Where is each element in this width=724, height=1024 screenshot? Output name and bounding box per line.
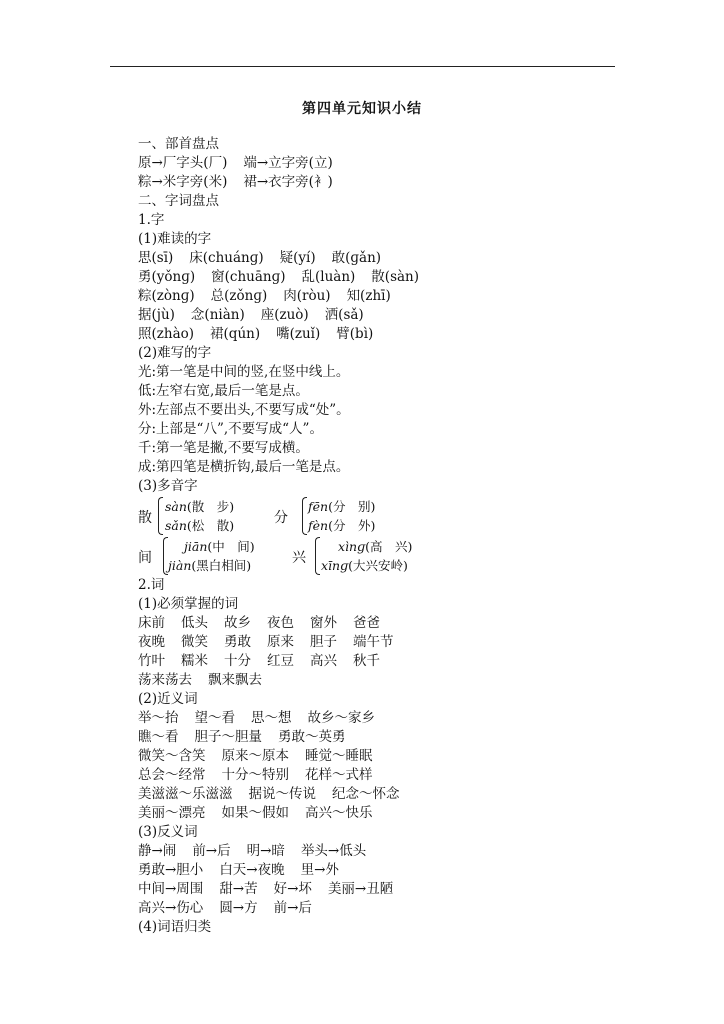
antonyms-list — [138, 842, 618, 918]
must-know-label: (1)必须掌握的词 — [138, 596, 239, 612]
synonym-row-item: 望～看 — [194, 710, 235, 726]
antonym-row-item: 高兴→伤心 — [138, 900, 204, 916]
polyphone-char: 兴 — [292, 550, 306, 566]
writing-note — [138, 363, 618, 382]
synonym-row-item: 原来～原本 — [221, 748, 289, 764]
writing-note-item: 外:左部点不要出头,不要写成“处”。 — [138, 402, 350, 418]
brace — [158, 497, 163, 535]
pinyin-row-item: 照(zhào) — [138, 326, 195, 342]
vocab-row — [138, 633, 618, 652]
pinyin-row-item: 敢(ɡǎn) — [331, 250, 382, 266]
pinyin-row-item: 臂(bì) — [336, 326, 374, 342]
synonym-row-item: 举～抬 — [138, 710, 179, 726]
synonym-row-item: 总会～经常 — [138, 767, 206, 783]
antonym-row — [138, 899, 618, 918]
antonym-row — [138, 842, 618, 861]
synonym-row-item: 据说～传说 — [248, 786, 316, 802]
synonym-row — [138, 709, 618, 728]
pinyin-row-item: 裙(qún) — [210, 326, 261, 342]
synonym-row — [138, 785, 618, 804]
radical-row — [138, 173, 618, 192]
reading: jiàn(黑白相间) — [168, 558, 252, 573]
polyphone-label: (3)多音字 — [138, 478, 198, 494]
antonym-row-item: 勇敢→胆小 — [138, 862, 204, 878]
vocab-row-item: 勇敢 — [224, 634, 251, 650]
vocab-row-item: 糯米 — [181, 653, 208, 669]
synonym-row-item: 纪念～怀念 — [332, 786, 400, 802]
pinyin-row-item: 知(zhī) — [346, 288, 391, 304]
writing-note — [138, 420, 618, 439]
vocab-row-item: 夜色 — [267, 615, 294, 631]
vocab-row-item: 原来 — [267, 634, 294, 650]
hard-write-label: (2)难写的字 — [138, 345, 212, 361]
vocab-row-item: 端午节 — [353, 634, 394, 650]
antonym-row-item: 前→后 — [273, 900, 312, 916]
writing-note-item: 成:第四笔是横折钩,最后一笔是点。 — [138, 459, 350, 475]
reading: jiān(中 间) — [184, 539, 255, 554]
page-title: 第四单元知识小结 — [302, 101, 422, 117]
synonym-row-item: 胆子～胆量 — [194, 729, 262, 745]
synonym-row-item: 思～想 — [251, 710, 292, 726]
synonym-row-item: 美滋滋～乐滋滋 — [138, 786, 233, 802]
synonym-row-item: 十分～特别 — [221, 767, 289, 783]
vocab-row-item: 荡来荡去 — [138, 672, 192, 688]
antonym-row-item: 美丽→丑陋 — [327, 881, 394, 897]
antonym-row-item: 好→坏 — [273, 881, 312, 897]
reading: sàn(散 步) — [165, 499, 235, 514]
document-body — [138, 135, 618, 937]
hard-read-list — [138, 249, 618, 344]
radical-entry: 端→立字旁(立) — [243, 155, 333, 171]
synonym-row-item: 美丽～漂亮 — [138, 805, 206, 821]
subsection-characters: 1.字 — [138, 212, 165, 228]
synonym-row-item: 故乡～家乡 — [307, 710, 375, 726]
antonym-row-item: 圆→方 — [219, 900, 258, 916]
vocab-row-item: 十分 — [224, 653, 251, 669]
vocab-row-item: 微笑 — [181, 634, 208, 650]
polyphone-char: 间 — [138, 550, 152, 566]
polyphone-row — [138, 536, 618, 576]
subsection-words: 2.词 — [138, 577, 165, 593]
synonym-row — [138, 728, 618, 747]
hard-read-label: (1)难读的字 — [138, 231, 212, 247]
synonym-row-item: 高兴～快乐 — [305, 805, 373, 821]
reading: xìnɡ(高 兴) — [338, 539, 413, 554]
pinyin-row-item: 乱(luàn) — [301, 269, 356, 285]
pinyin-row-item: 嘴(zuǐ) — [276, 326, 321, 342]
reading: xīnɡ(大兴安岭) — [321, 558, 408, 573]
synonym-row-item: 瞧～看 — [138, 729, 179, 745]
vocab-row-item: 爸爸 — [353, 615, 380, 631]
polyphone-row — [138, 496, 618, 536]
pinyin-row-item: 思(sī) — [138, 250, 174, 266]
synonyms-label: (2)近义词 — [138, 691, 198, 707]
brace — [302, 497, 307, 535]
radical-entry: 裙→衣字旁(衤) — [243, 174, 333, 190]
section-radicals-heading: 一、部首盘点 — [138, 136, 219, 152]
writing-note — [138, 458, 618, 477]
brace — [315, 537, 320, 575]
vocab-row — [138, 614, 618, 633]
writing-note-item: 光:第一笔是中间的竖,在竖中线上。 — [138, 364, 350, 380]
pinyin-row — [138, 268, 618, 287]
hard-write-list — [138, 363, 618, 477]
pinyin-row-item: 总(zǒnɡ) — [210, 288, 268, 304]
pinyin-row-item: 据(jù) — [138, 307, 175, 323]
pinyin-row — [138, 287, 618, 306]
classification-label: (4)词语归类 — [138, 919, 212, 935]
synonym-row — [138, 747, 618, 766]
pinyin-row-item: 床(chuánɡ) — [189, 250, 264, 266]
synonym-row-item: 睡觉～睡眠 — [305, 748, 373, 764]
synonym-row — [138, 804, 618, 823]
vocab-row-item: 高兴 — [310, 653, 337, 669]
vocab-row-item: 飘来飘去 — [208, 672, 262, 688]
vocab-row-item: 窗外 — [310, 615, 337, 631]
vocab-row-item: 红豆 — [267, 653, 294, 669]
antonym-row-item: 明→暗 — [246, 843, 285, 859]
pinyin-row-item: 念(niàn) — [190, 307, 245, 323]
antonym-row — [138, 880, 618, 899]
synonym-row-item: 如果～假如 — [221, 805, 289, 821]
radical-entry: 原→厂字头(厂) — [138, 155, 228, 171]
polyphone-char: 散 — [138, 510, 152, 526]
antonym-row-item: 里→外 — [300, 862, 339, 878]
pinyin-row — [138, 249, 618, 268]
vocab-row-item: 胆子 — [310, 634, 337, 650]
antonym-row-item: 前→后 — [192, 843, 231, 859]
reading: sǎn(松 散) — [165, 518, 235, 533]
pinyin-row-item: 窗(chuānɡ) — [211, 269, 286, 285]
antonym-row-item: 中间→周围 — [138, 881, 204, 897]
synonyms-list — [138, 709, 618, 823]
writing-note-item: 千:第一笔是撇,不要写成横。 — [138, 440, 309, 456]
pinyin-row — [138, 306, 618, 325]
radical-row — [138, 154, 618, 173]
pinyin-row-item: 疑(yí) — [279, 250, 316, 266]
pinyin-row-item: 勇(yǒnɡ) — [138, 269, 196, 285]
writing-note — [138, 439, 618, 458]
vocab-row-item: 故乡 — [224, 615, 251, 631]
radical-entry: 粽→米字旁(米) — [138, 174, 228, 190]
synonym-row — [138, 766, 618, 785]
vocab-row — [138, 671, 618, 690]
synonym-row-item: 花样～式样 — [305, 767, 373, 783]
writing-note-item: 分:上部是“八”,不要写成“人”。 — [138, 421, 323, 437]
vocab-row — [138, 652, 618, 671]
antonym-row-item: 静→闹 — [138, 843, 177, 859]
section-words-heading: 二、字词盘点 — [138, 193, 219, 209]
vocab-row-item: 秋千 — [353, 653, 380, 669]
pinyin-row-item: 洒(sǎ) — [324, 307, 364, 323]
synonym-row-item: 微笑～含笑 — [138, 748, 206, 764]
antonym-row-item: 白天→夜晚 — [219, 862, 285, 878]
vocab-row-item: 竹叶 — [138, 653, 165, 669]
reading: fèn(分 外) — [308, 518, 376, 533]
vocab-row-item: 夜晚 — [138, 634, 165, 650]
writing-note — [138, 382, 618, 401]
antonyms-label: (3)反义词 — [138, 824, 198, 840]
polyphone-char: 分 — [274, 510, 288, 526]
vocab-row-item: 低头 — [181, 615, 208, 631]
top-rule — [110, 66, 615, 67]
pinyin-row — [138, 325, 618, 344]
must-know-list — [138, 614, 618, 690]
antonym-row-item: 甜→苦 — [219, 881, 258, 897]
antonym-row-item: 举头→低头 — [300, 843, 367, 859]
writing-note-item: 低:左窄右宽,最后一笔是点。 — [138, 383, 309, 399]
reading: fēn(分 别) — [308, 499, 376, 514]
antonym-row — [138, 861, 618, 880]
pinyin-row-item: 散(sàn) — [371, 269, 420, 285]
pinyin-row-item: 粽(zònɡ) — [138, 288, 195, 304]
pinyin-row-item: 肉(ròu) — [283, 288, 331, 304]
synonym-row-item: 勇敢～英勇 — [278, 729, 346, 745]
writing-note — [138, 401, 618, 420]
pinyin-row-item: 座(zuò) — [260, 307, 309, 323]
vocab-row-item: 床前 — [138, 615, 165, 631]
